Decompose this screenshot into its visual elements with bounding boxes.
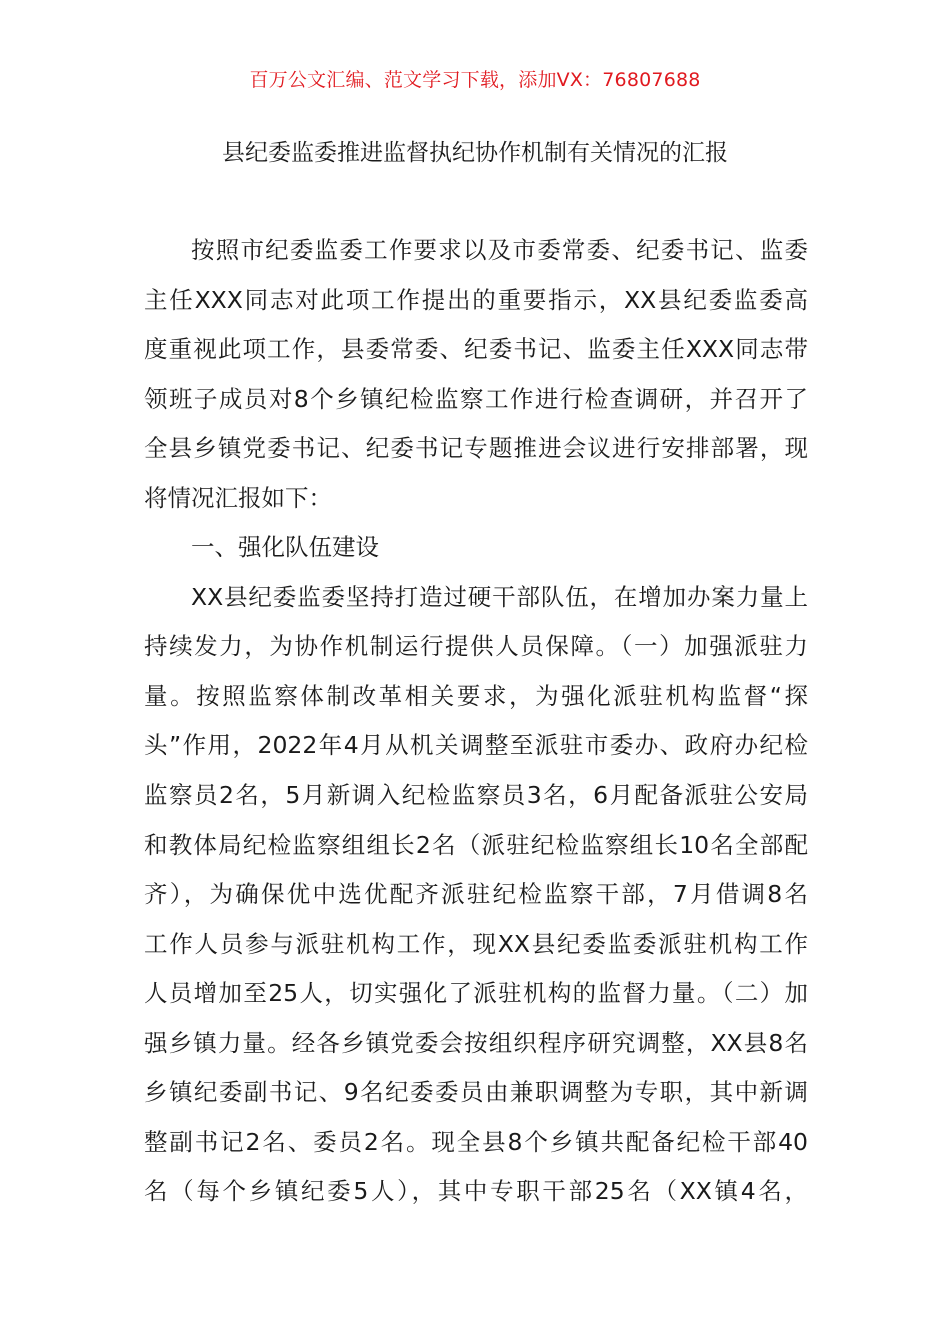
body-line: 人员增加至25人，切实强化了派驻机构的监督力量。（二）加 — [144, 979, 808, 1008]
body-line: 领班子成员对8个乡镇纪检监察工作进行检查调研，并召开了 — [144, 384, 808, 413]
body-line: XX县纪委监委坚持打造过硬干部队伍，在增加办案力量上 — [191, 582, 808, 611]
body-line: 按照市纪委监委工作要求以及市委常委、纪委书记、监委 — [191, 236, 808, 264]
document-body — [144, 230, 808, 1221]
body-line: 全县乡镇党委书记、纪委书记专题推进会议进行安排部署，现 — [144, 434, 808, 463]
body-line: 主任XXX同志对此项工作提出的重要指示，XX县纪委监委高 — [144, 285, 808, 314]
body-line: 监察员2名，5月新调入纪检监察员3名，6月配备派驻公安局 — [144, 781, 808, 810]
body-line: 持续发力，为协作机制运行提供人员保障。（一）加强派驻力 — [144, 632, 808, 661]
body-line: 齐），为确保优中选优配齐派驻纪检监察干部，7月借调8名 — [144, 880, 808, 909]
body-line: 和教体局纪检监察组组长2名（派驻纪检监察组长10名全部配 — [144, 830, 808, 859]
header-notice: 百万公文汇编、范文学习下载，添加VX：76807688 — [249, 69, 701, 91]
body-line: 量。按照监察体制改革相关要求，为强化派驻机构监督“探 — [144, 681, 808, 710]
body-line: 度重视此项工作，县委常委、纪委书记、监委主任XXX同志带 — [144, 335, 808, 364]
body-line: 名（每个乡镇纪委5人），其中专职干部25名（XX镇4名， — [144, 1177, 808, 1206]
body-line: 工作人员参与派驻机构工作，现XX县纪委监委派驻机构工作 — [144, 929, 808, 958]
body-line: 整副书记2名、委员2名。现全县8个乡镇共配备纪检干部40 — [144, 1127, 808, 1156]
body-line: 强乡镇力量。经各乡镇党委会按组织程序研究调整，XX县8名 — [144, 1028, 808, 1057]
body-line: 乡镇纪委副书记、9名纪委委员由兼职调整为专职，其中新调 — [144, 1078, 808, 1107]
body-line: 头”作用，2022年4月从机关调整至派驻市委办、政府办纪检 — [144, 731, 808, 760]
body-line: 将情况汇报如下： — [144, 483, 332, 512]
document-title: 县纪委监委推进监督执纪协作机制有关情况的汇报 — [222, 140, 728, 166]
section-heading: 一、强化队伍建设 — [191, 533, 379, 562]
